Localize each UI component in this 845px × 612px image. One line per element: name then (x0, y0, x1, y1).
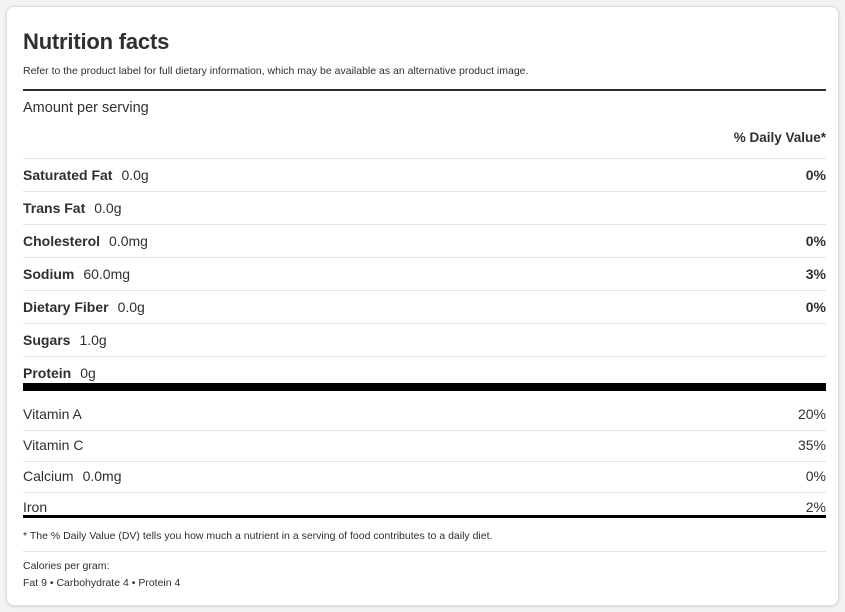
nutrient-row-sodium (23, 258, 826, 291)
vitamin-daily-value: 20% (797, 406, 826, 422)
nutrient-row-saturated-fat (23, 159, 826, 192)
nutrient-name: Sugars (23, 332, 71, 348)
nutrient-row-sugars (23, 324, 826, 357)
top-divider (23, 89, 826, 91)
footer-divider (23, 551, 826, 552)
vitamin-row-vitamin-c (23, 430, 826, 461)
vitamin-amount: 0.0mg (82, 468, 122, 484)
nutrient-row-trans-fat (23, 192, 826, 225)
nutrient-amount: 0.0g (117, 299, 145, 315)
amount-per-serving-label: Amount per serving (23, 100, 149, 116)
nutrition-facts-card (6, 6, 839, 606)
vitamin-name: Iron (23, 499, 48, 515)
nutrient-daily-value: 3% (805, 266, 826, 282)
vitamin-daily-value: 35% (797, 437, 826, 453)
nutrient-name: Sodium (23, 266, 75, 282)
panel-title: Nutrition facts (23, 29, 170, 54)
calories-per-gram-label: Calories per gram: (23, 560, 110, 572)
vitamin-name: Vitamin C (23, 437, 84, 453)
nutrient-daily-value: 0% (805, 299, 826, 315)
vitamin-name: Calcium (23, 468, 74, 484)
nutrient-name: Cholesterol (23, 233, 101, 249)
nutrient-amount: 0.0mg (109, 233, 148, 249)
daily-value-header: % Daily Value* (733, 130, 826, 145)
nutrient-daily-value: 0% (805, 167, 826, 183)
vitamin-row-calcium (23, 461, 826, 492)
nutrient-name: Trans Fat (23, 200, 86, 216)
daily-value-footnote: * The % Daily Value (DV) tells you how much a nutrient in a serving of food contributes to a daily diet. (23, 530, 493, 542)
nutrient-daily-value: 0% (805, 233, 826, 249)
panel-subtitle: Refer to the product label for full dietary information, which may be available as an alternative product image. (23, 65, 529, 77)
vitamin-row-iron (23, 492, 826, 523)
nutrient-row-cholesterol (23, 225, 826, 258)
nutrient-amount: 0.0g (94, 200, 122, 216)
nutrient-amount: 0.0g (121, 167, 149, 183)
nutrient-name: Saturated Fat (23, 167, 113, 183)
nutrient-row-dietary-fiber (23, 291, 826, 324)
vitamin-daily-value: 0% (805, 468, 826, 484)
nutrient-amount: 0g (80, 365, 96, 381)
vitamin-name: Vitamin A (23, 406, 82, 422)
thick-divider (23, 383, 826, 391)
calories-per-gram-values: Fat 9 • Carbohydrate 4 • Protein 4 (23, 577, 181, 589)
vitamin-daily-value: 2% (805, 499, 826, 515)
bottom-thick-divider (23, 515, 826, 518)
nutrient-amount: 60.0mg (83, 266, 131, 282)
nutrient-amount: 1.0g (79, 332, 107, 348)
nutrient-name: Dietary Fiber (23, 299, 109, 315)
vitamin-row-vitamin-a (23, 399, 826, 430)
nutrient-name: Protein (23, 365, 72, 381)
